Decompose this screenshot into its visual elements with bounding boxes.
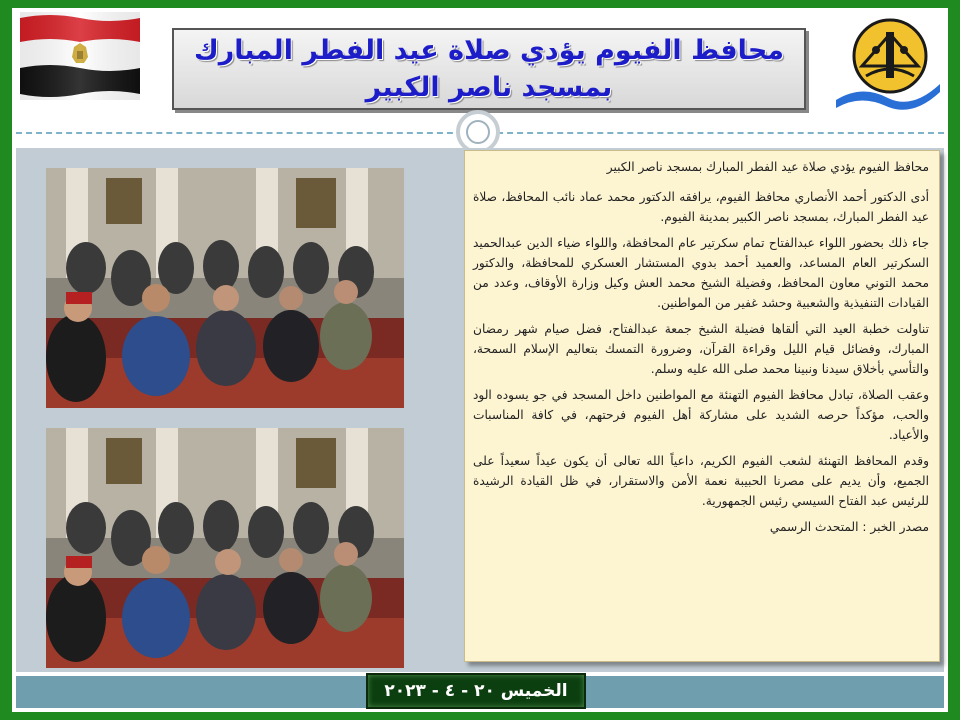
title-banner: [172, 28, 806, 110]
frame-top: [0, 0, 960, 8]
article-paragraph-4: وعقب الصلاة، تبادل محافظ الفيوم التهنئة مع المواطنين داخل المسجد في جو يسوده الود والحب، مؤكداً حرصه الشديد على مشاركة أهل الفيوم فرحتهم، في كافة المناسبات والأعياد.: [473, 388, 929, 442]
article-paragraph-5: وقدم المحافظ التهنئة لشعب الفيوم الكريم، داعياً الله تعالى أن يكون عيداً سعيداً على الجميع، وأن يديم على مصرنا الحبيبة نعمة الأمن والاستقرار، في ظل القيادة الرشيدة للرئيس عبد الفتاح السيسي رئيس الجمهورية.: [473, 454, 929, 508]
event-photo-2: [46, 428, 404, 668]
article-body: [464, 150, 940, 662]
article-headline: محافظ الفيوم يؤدي صلاة عيد الفطر المبارك بمسجد ناصر الكبير: [606, 160, 929, 174]
article-paragraph-3: تناولت خطبة العيد التي ألقاها فضيلة الشيخ جمعة عبدالفتاح، فضل صيام شهر رمضان المبارك، وفضائل قيام الليل وقراءة القرآن، وضرورة التمسك بتعاليم الإسلام السمحة، والتأسي بأخلاق سيدنا ونبينا محمد صلى الله عليه وسلم.: [473, 322, 929, 376]
frame-bottom: [0, 712, 960, 720]
frame-left: [0, 0, 12, 720]
publish-date: الخميس ٢٠ - ٤ - ٢٠٢٣: [384, 681, 568, 701]
egypt-flag-icon: [16, 12, 144, 100]
frame-right: [948, 0, 960, 720]
fayoum-governorate-logo: [832, 14, 944, 110]
event-photo-1: [46, 168, 404, 408]
date-badge: [366, 673, 586, 709]
page-title: محافظ الفيوم يؤدي صلاة عيد الفطر المبارك بمسجد ناصر الكبير: [194, 35, 784, 103]
article-source: مصدر الخبر : المتحدث الرسمي: [769, 520, 929, 534]
article-paragraph-1: أدى الدكتور أحمد الأنصاري محافظ الفيوم، يرافقه الدكتور محمد عماد نائب المحافظ، صلاة عيد الفطر المبارك، بمسجد ناصر الكبير بمدينة الفيوم.: [473, 190, 929, 224]
article-paragraph-2: جاء ذلك بحضور اللواء عبدالفتاح تمام سكرتير عام المحافظة، واللواء ضياء الدين عبدالحميد السكرتير العام المساعد، والعميد أحمد بدوي المستشار العسكري للمحافظة، والدكتور محمد التوني معاون المحافظ، وفضيلة الشيخ محمد العش وكيل وزارة الأوقاف، وعدد من القيادات التنفيذية والشعبية وحشد غفير من المواطنين.: [473, 236, 929, 310]
